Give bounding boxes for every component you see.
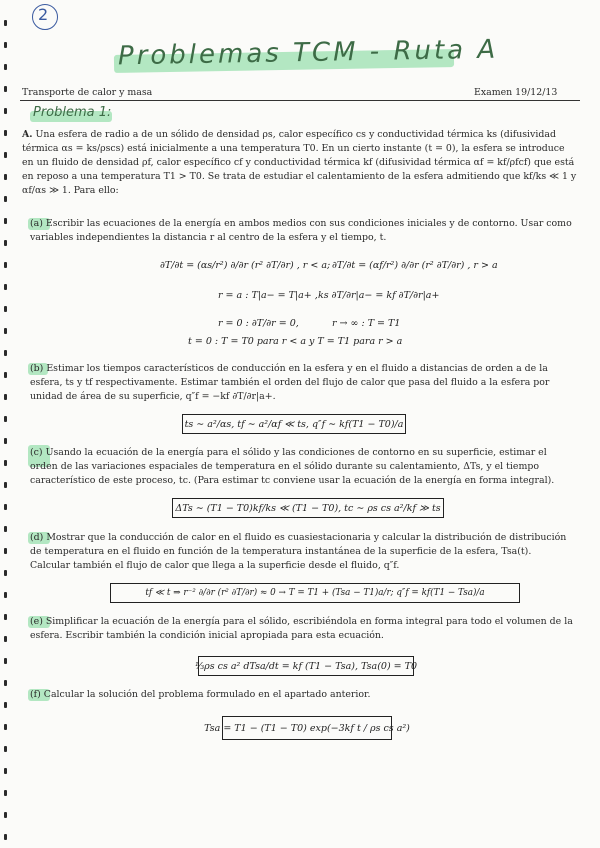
bc-infinity: r → ∞ : T = T1: [332, 318, 401, 329]
intro-letter: A.: [22, 129, 33, 140]
part-d-text: Mostrar que la conducción de calor en el fluido es cuasiestacionaria y calcular la distribución de distribución de temperatura en el fluido en función de la temperatura instantánea de la superficie de la esfera, Tsa(t). Calcular también el flujo de calor que llega a la superficie desde el fluido, q″f.: [30, 532, 567, 571]
header-left: Transporte de calor y masa: [22, 87, 153, 98]
part-e-label: (e): [30, 616, 43, 627]
part-f-label: (f): [30, 689, 41, 700]
header-rule: [20, 100, 580, 101]
part-d-label: (d): [30, 532, 44, 543]
part-a: [30, 217, 574, 245]
part-c-label: (c): [30, 447, 43, 458]
part-f-text: Calcular la solución del problema formulado en el apartado anterior.: [43, 689, 371, 700]
part-a-label: (a): [30, 218, 43, 229]
part-c: [30, 446, 574, 488]
initial-condition: t = 0 : T = T0 para r < a y T = T1 para r > a: [188, 336, 403, 347]
part-f: [30, 688, 574, 702]
answer-b-box: ts ∼ a²/αs, tf ∼ a²/αf ≪ ts, q″f ∼ kf(T1 − T0)/a: [182, 414, 406, 434]
part-a-text: Escribir las ecuaciones de la energía en ambos medios con sus condiciones iniciales y de contorno. Usar como variables independientes la distancia r al centro de la esfera y el tiempo, t.: [30, 218, 572, 243]
intro-text: Una esfera de radio a de un sólido de densidad ρs, calor específico cs y conductividad térmica ks (difusividad térmica αs = ks/ρscs) está inicialmente a una temperatura T0. En un cierto instante (t = 0), la esfera se introduce en un fluido de densidad ρf, calor específico cf y conductividad térmica kf (difusividad térmica αf = kf/ρfcf) que está en reposo a una temperatura T1 > T0. Se trata de estudiar el calentamiento de la esfera admitiendo que kf/ks ≪ 1 y αf/αs ≫ 1. Para ello:: [22, 129, 577, 196]
problem-label: Problema 1:: [33, 105, 112, 120]
part-e: [30, 615, 574, 643]
answer-f-box: Tsa = T1 − (T1 − T0) exp(−3kf t / ρs cs a²): [222, 716, 392, 740]
answer-e-box: ⅓ρs cs a² dTsa/dt = kf (T1 − Tsa), Tsa(0) = T0: [198, 656, 414, 676]
handwritten-title: Problemas TCM - Ruta A: [117, 34, 499, 72]
header-right: Examen 19/12/13: [474, 87, 558, 98]
bc-interface-flux: ks ∂T/∂r|a− = kf ∂T/∂r|a+: [318, 290, 440, 301]
bc-interface-temp: r = a : T|a− = T|a+ ,: [218, 290, 318, 301]
part-b: [30, 362, 574, 404]
answer-c-box: ΔTs ∼ (T1 − T0)kf/ks ≪ (T1 − T0), tc ∼ ρs cs a²/kf ≫ ts: [172, 498, 444, 518]
part-e-text: Simplificar la ecuación de la energía para el sólido, escribiéndola en forma integral para todo el volumen de la esfera. Escribir también la condición inicial apropiada para esta ecuación.: [30, 616, 573, 641]
eq-solid: ∂T/∂t = (αs/r²) ∂/∂r (r² ∂T/∂r) , r < a;: [160, 260, 331, 271]
part-b-label: (b): [30, 363, 44, 374]
answer-d-box: tf ≪ t ⇒ r⁻² ∂/∂r (r² ∂T/∂r) ≈ 0 → T = T1 + (Tsa − T1)a/r; q″f = kf(T1 − Tsa)/a: [110, 583, 520, 603]
bc-center: r = 0 : ∂T/∂r = 0,: [218, 318, 299, 329]
part-d: [30, 531, 574, 573]
intro-paragraph: [22, 128, 578, 198]
page-number: 2: [38, 5, 49, 24]
part-b-text: Estimar los tiempos característicos de conducción en la esfera y en el fluido a distancias de orden a de la esfera, ts y tf respectivamente. Estimar también el orden del flujo de calor que pasa del fluido a la esfera por unidad de área de su superficie, q″f = −kf ∂T/∂r|a+.: [30, 363, 550, 402]
eq-fluid: ∂T/∂t = (αf/r²) ∂/∂r (r² ∂T/∂r) , r > a: [332, 260, 498, 271]
part-c-text: Usando la ecuación de la energía para el sólido y las condiciones de contorno en su superficie, estimar el orden de las variaciones espaciales de temperatura en el sólido durante su calentamiento, ΔTs, y el tiempo característico de este proceso, tc. (Para estimar tc conviene usar la ecuación de la energía en forma integral).: [30, 447, 555, 486]
